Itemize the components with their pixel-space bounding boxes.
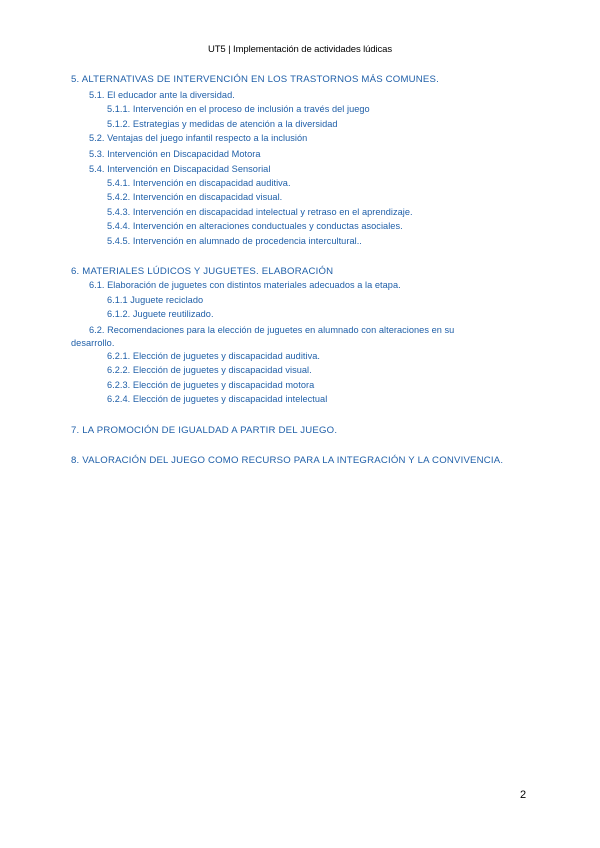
toc-entry-6-2-4[interactable]: 6.2.4. Elección de juguetes y discapacidad intelectual xyxy=(107,394,328,404)
toc-entry-5-4-4[interactable]: 5.4.4. Intervención en alteraciones conductuales y conductas asociales. xyxy=(107,221,403,231)
toc-entry-5-4-1[interactable]: 5.4.1. Intervención en discapacidad auditiva. xyxy=(107,178,291,188)
toc-entry-5-4-5[interactable]: 5.4.5. Intervención en alumnado de procedencia intercultural.. xyxy=(107,236,362,246)
page-number: 2 xyxy=(520,789,527,801)
toc-entry-5-2[interactable]: 5.2. Ventajas del juego infantil respecto a la inclusión xyxy=(89,133,308,143)
page-header: UT5 | Implementación de actividades lúdicas xyxy=(207,44,393,55)
toc-entry-7[interactable]: 7. LA PROMOCIÓN DE IGUALDAD A PARTIR DEL JUEGO. xyxy=(71,425,338,436)
toc-entry-5-4-2[interactable]: 5.4.2. Intervención en discapacidad visual. xyxy=(107,192,283,202)
toc-entry-6-2-3[interactable]: 6.2.3. Elección de juguetes y discapacidad motora xyxy=(107,380,315,390)
toc-entry-5-4[interactable]: 5.4. Intervención en Discapacidad Sensorial xyxy=(89,164,271,174)
toc-entry-6-1[interactable]: 6.1. Elaboración de juguetes con distintos materiales adecuados a la etapa. xyxy=(89,280,401,290)
toc-entry-6-1-1[interactable]: 6.1.1 Juguete reciclado xyxy=(107,295,204,305)
toc-entry-5-1-1[interactable]: 5.1.1. Intervención en el proceso de inclusión a través del juego xyxy=(107,104,370,114)
toc-entry-5[interactable]: 5. ALTERNATIVAS DE INTERVENCIÓN EN LOS TRASTORNOS MÁS COMUNES. xyxy=(71,74,439,85)
toc-entry-6-1-2[interactable]: 6.1.2. Juguete reutilizado. xyxy=(107,309,214,319)
toc-entry-8[interactable]: 8. VALORACIÓN DEL JUEGO COMO RECURSO PARA LA INTEGRACIÓN Y LA CONVIVENCIA. xyxy=(71,455,504,466)
toc-entry-6[interactable]: 6. MATERIALES LÚDICOS Y JUGUETES. ELABORACIÓN xyxy=(71,266,334,277)
toc-entry-6-2-1[interactable]: 6.2.1. Elección de juguetes y discapacidad auditiva. xyxy=(107,351,321,361)
toc-entry-6-2[interactable]: 6.2. Recomendaciones para la elección de juguetes en alumnado con alteraciones en su desarrollo. xyxy=(71,325,455,348)
toc-entry-5-3[interactable]: 5.3. Intervención en Discapacidad Motora xyxy=(89,149,261,159)
toc-entry-6-2-2[interactable]: 6.2.2. Elección de juguetes y discapacidad visual. xyxy=(107,365,312,375)
toc-entry-5-1-2[interactable]: 5.1.2. Estrategias y medidas de atención a la diversidad xyxy=(107,119,338,129)
toc-entry-5-1[interactable]: 5.1. El educador ante la diversidad. xyxy=(89,90,235,100)
toc-entry-5-4-3[interactable]: 5.4.3. Intervención en discapacidad intelectual y retraso en el aprendizaje. xyxy=(107,207,413,217)
